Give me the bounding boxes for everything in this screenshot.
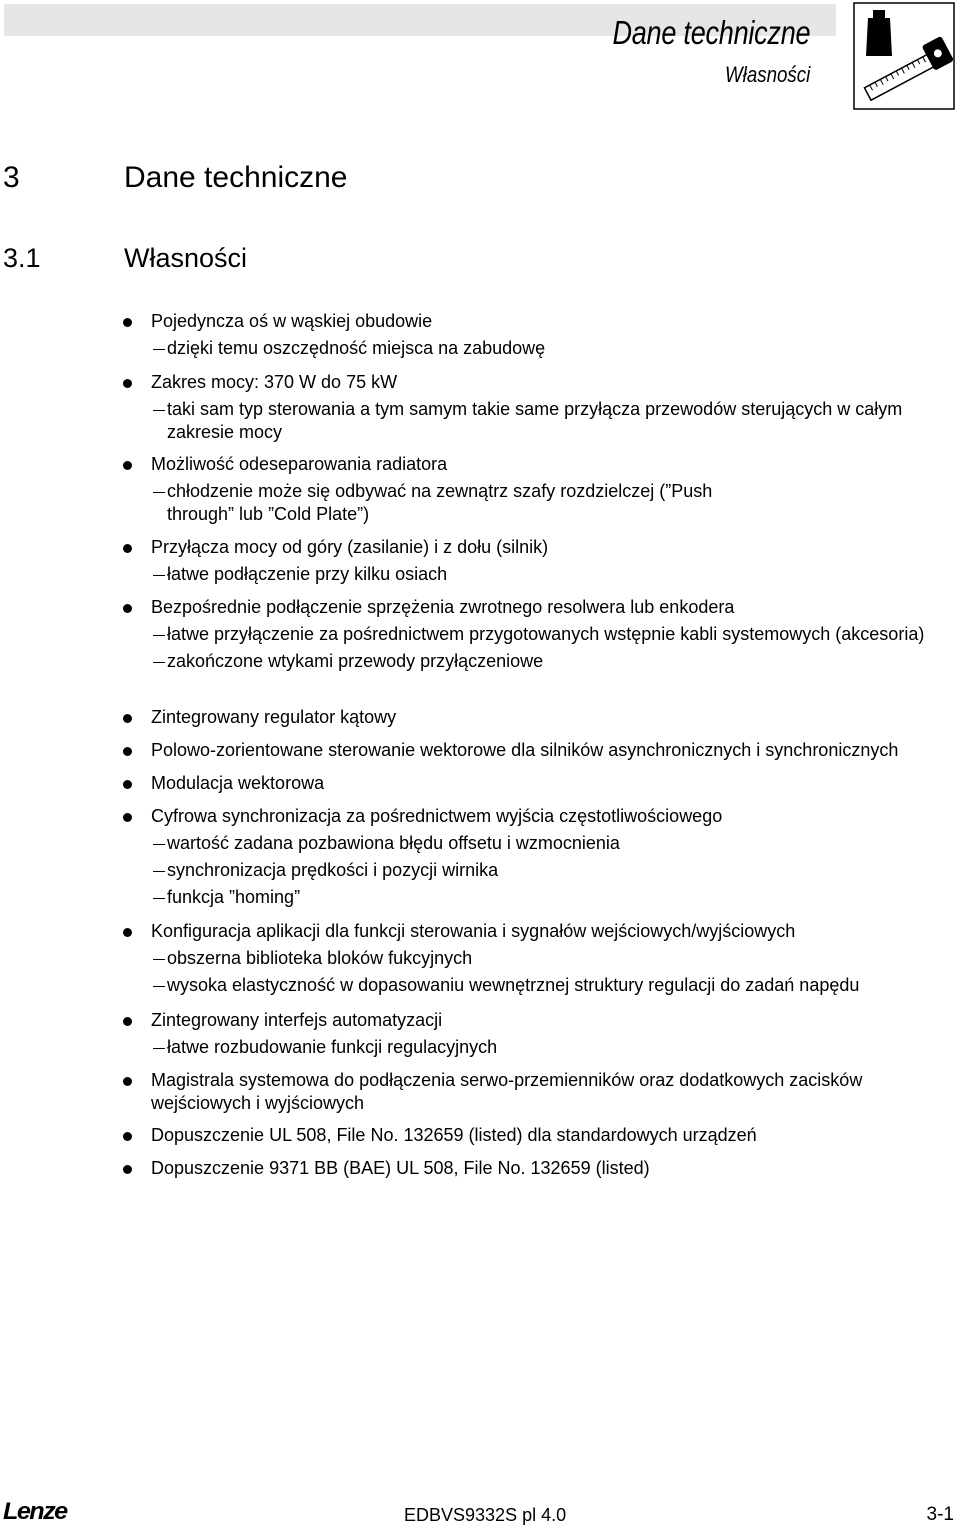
dash-icon [153, 898, 165, 899]
bullet-icon [123, 1132, 132, 1141]
feature-text: Bezpośrednie podłączenie sprzężenia zwrotnego resolwera lub enkodera [151, 597, 735, 617]
bullet-icon [123, 780, 132, 789]
lenze-logo: Lenze [3, 1498, 67, 1525]
bullet-icon [123, 544, 132, 553]
feature-text: Przyłącza mocy od góry (zasilanie) i z dołu (silnik) [151, 537, 549, 557]
feature-item [123, 1009, 958, 1059]
feature-subitem: chłodzenie może się odbywać na zewnątrz szafy rozdzielczej (”Push through” lub ”Cold Plate”) [151, 480, 958, 526]
feature-item [123, 920, 958, 997]
feature-subitem: obszerna biblioteka bloków fukcyjnych [151, 947, 958, 970]
feature-text: Polowo-zorientowane sterowanie wektorowe dla silników asynchronicznych i synchronicznych [151, 740, 899, 760]
feature-text: Magistrala systemowa do podłączenia serwo-przemienników oraz dodatkowych zacisków wejściowych i wyjściowych [151, 1070, 863, 1113]
feature-text: Modulacja wektorowa [151, 773, 325, 793]
feature-item [123, 371, 958, 444]
feature-item [123, 453, 958, 526]
document-id: EDBVS9332S pl 4.0 [404, 1505, 567, 1525]
feature-subitem: dzięki temu oszczędność miejsca na zabudowę [151, 337, 958, 360]
feature-item [123, 310, 958, 360]
feature-item [123, 1124, 958, 1147]
feature-item [123, 805, 958, 909]
feature-text: Zakres mocy: 370 W do 75 kW [151, 372, 398, 392]
header-subtitle: Własności [724, 62, 810, 87]
feature-text: Pojedyncza oś w wąskiej obudowie [151, 311, 433, 331]
feature-subitem: funkcja ”homing” [151, 886, 958, 909]
feature-text: Zintegrowany interfejs automatyzacji [151, 1010, 443, 1030]
dash-icon [153, 635, 165, 636]
feature-text: Zintegrowany regulator kątowy [151, 707, 397, 727]
dash-icon [153, 959, 165, 960]
subsection-title: Własności [124, 243, 248, 273]
section-title: Dane techniczne [124, 161, 348, 194]
bullet-icon [123, 379, 132, 388]
feature-subitem: wysoka elastyczność w dopasowaniu wewnętrznej struktury regulacji do zadań napędu [151, 974, 958, 997]
feature-text: Możliwość odeseparowania radiatora [151, 454, 448, 474]
section-number: 3 [3, 161, 20, 194]
feature-subitem: łatwe przyłączenie za pośrednictwem przygotowanych wstępnie kabli systemowych (akcesoria) [151, 623, 958, 646]
bullet-icon [123, 928, 132, 937]
dash-icon [153, 575, 165, 576]
feature-item [123, 706, 958, 729]
dash-icon [153, 349, 165, 350]
bullet-icon [123, 714, 132, 723]
bullet-icon [123, 1017, 132, 1026]
feature-text: Dopuszczenie UL 508, File No. 132659 (listed) dla standardowych urządzeń [151, 1125, 757, 1145]
feature-subitem: wartość zadana pozbawiona błędu offsetu i wzmocnienia [151, 832, 958, 855]
dash-icon [153, 844, 165, 845]
weight-and-tape-measure-icon [846, 0, 958, 112]
feature-item [123, 1069, 958, 1115]
dash-icon [153, 1048, 165, 1049]
bullet-icon [123, 461, 132, 470]
page-number: 3-1 [926, 1504, 954, 1525]
feature-item [123, 1157, 958, 1180]
feature-item [123, 739, 958, 762]
feature-text: Dopuszczenie 9371 BB (BAE) UL 508, File No. 132659 (listed) [151, 1158, 650, 1178]
feature-item [123, 772, 958, 795]
dash-icon [153, 662, 165, 663]
feature-subitem: łatwe rozbudowanie funkcji regulacyjnych [151, 1036, 958, 1059]
dash-icon [153, 492, 165, 493]
subsection-number: 3.1 [3, 243, 41, 273]
feature-item [123, 536, 958, 586]
feature-subitem: zakończone wtykami przewody przyłączeniowe [151, 650, 958, 673]
feature-subitem: łatwe podłączenie przy kilku osiach [151, 563, 958, 586]
dash-icon [153, 410, 165, 411]
header-title: Dane techniczne [612, 14, 810, 51]
bullet-icon [123, 318, 132, 327]
dash-icon [153, 986, 165, 987]
bullet-icon [123, 813, 132, 822]
feature-text: Konfiguracja aplikacji dla funkcji sterowania i sygnałów wejściowych/wyjściowych [151, 921, 796, 941]
bullet-icon [123, 1165, 132, 1174]
feature-item [123, 596, 958, 673]
bullet-icon [123, 747, 132, 756]
feature-subitem: synchronizacja prędkości i pozycji wirnika [151, 859, 958, 882]
bullet-icon [123, 1077, 132, 1086]
dash-icon [153, 871, 165, 872]
feature-text: Cyfrowa synchronizacja za pośrednictwem wyjścia częstotliwościowego [151, 806, 723, 826]
feature-subitem: taki sam typ sterowania a tym samym takie same przyłącza przewodów sterujących w całym zakresie mocy [151, 398, 958, 444]
bullet-icon [123, 604, 132, 613]
